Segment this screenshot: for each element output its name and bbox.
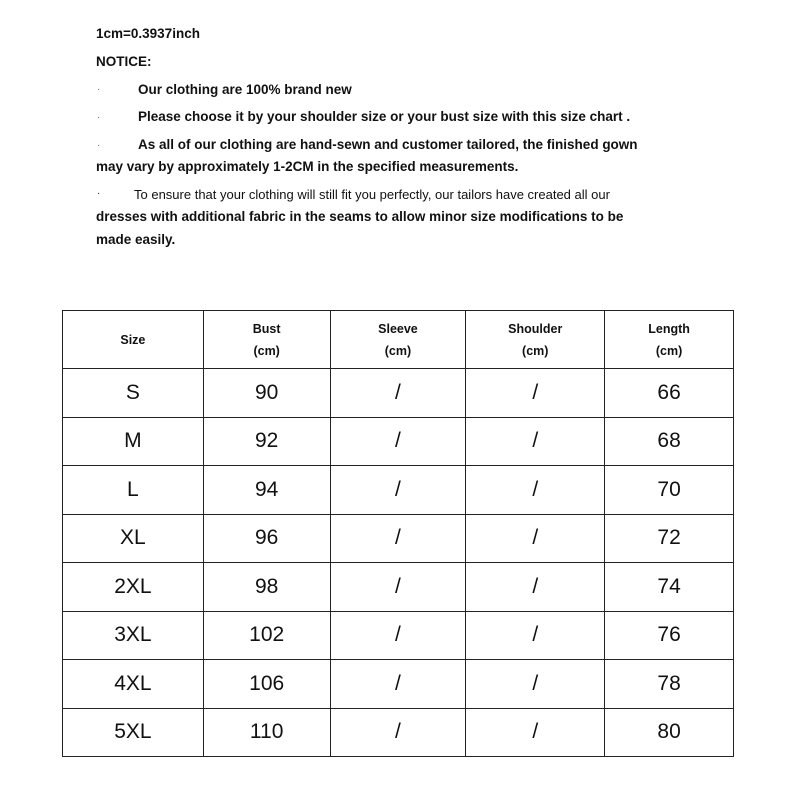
header-label: Shoulder	[508, 321, 563, 336]
header-label: Length	[648, 321, 690, 336]
table-cell: 98	[203, 563, 330, 612]
notice-1: Our clothing are 100% brand new	[138, 82, 352, 97]
table-cell: 5XL	[63, 708, 204, 757]
table-cell: 2XL	[63, 563, 204, 612]
header-unit: (cm)	[384, 343, 412, 358]
table-cell: /	[330, 466, 466, 515]
table-cell: XL	[63, 514, 204, 563]
header-label: Size	[120, 332, 146, 347]
header-unit: (cm)	[253, 343, 280, 358]
column-header-size	[63, 311, 204, 369]
table-row	[63, 369, 734, 418]
header-label: Bust	[252, 321, 281, 336]
table-cell: /	[466, 417, 605, 466]
table-row	[63, 708, 734, 757]
table-cell: /	[330, 417, 466, 466]
table-cell: 94	[203, 466, 330, 515]
header-label: Sleeve	[378, 321, 418, 336]
bullet: ·	[97, 112, 101, 123]
notice-3: As all of our clothing are hand-sewn and customer tailored, the finished gown	[138, 137, 638, 152]
table-cell: /	[330, 563, 466, 612]
table-cell: /	[330, 611, 466, 660]
size-chart-table	[62, 310, 734, 757]
table-cell: /	[466, 514, 605, 563]
notice-3-cont: may vary by approximately 1-2CM in the specified measurements.	[96, 159, 519, 174]
table-cell: /	[466, 369, 605, 418]
table-cell: 70	[605, 466, 734, 515]
table-cell: /	[330, 514, 466, 563]
column-header-sleeve	[330, 311, 466, 369]
bullet: ·	[97, 140, 101, 151]
table-cell: M	[63, 417, 204, 466]
table-row	[63, 611, 734, 660]
table-row	[63, 417, 734, 466]
bullet: ·	[97, 188, 101, 199]
table-cell: 76	[605, 611, 734, 660]
table-cell: /	[466, 563, 605, 612]
column-header-bust	[203, 311, 330, 369]
conversion-note: 1cm=0.3937inch	[96, 26, 200, 41]
bullet: ·	[97, 84, 101, 95]
column-header-shoulder	[466, 311, 605, 369]
table-cell: 72	[605, 514, 734, 563]
table-cell: /	[466, 660, 605, 709]
table-cell: /	[330, 369, 466, 418]
table-cell: 66	[605, 369, 734, 418]
table-row	[63, 563, 734, 612]
table-cell: 102	[203, 611, 330, 660]
table-cell: /	[466, 466, 605, 515]
notice-4: To ensure that your clothing will still fit you perfectly, our tailors have created all our	[134, 187, 610, 202]
table-cell: 78	[605, 660, 734, 709]
table-cell: 96	[203, 514, 330, 563]
notice-4-cont: dresses with additional fabric in the seams to allow minor size modifications to be	[96, 209, 624, 224]
table-cell: 80	[605, 708, 734, 757]
table-cell: /	[330, 708, 466, 757]
table-cell: /	[466, 611, 605, 660]
header-unit: (cm)	[522, 343, 549, 358]
table-cell: 106	[203, 660, 330, 709]
table-cell: 68	[605, 417, 734, 466]
table-cell: 110	[203, 708, 330, 757]
table-cell: L	[63, 466, 204, 515]
notice-4-end: made easily.	[96, 232, 176, 247]
table-cell: 90	[203, 369, 330, 418]
header-unit: (cm)	[655, 343, 683, 358]
table-cell: 3XL	[63, 611, 204, 660]
table-row	[63, 660, 734, 709]
table-cell: /	[466, 708, 605, 757]
table-cell: S	[63, 369, 204, 418]
table-cell: /	[330, 660, 466, 709]
table-cell: 74	[605, 563, 734, 612]
table-cell: 4XL	[63, 660, 204, 709]
notice-2: Please choose it by your shoulder size or your bust size with this size chart .	[138, 109, 631, 124]
table-cell: 92	[203, 417, 330, 466]
table-row	[63, 466, 734, 515]
table-row	[63, 514, 734, 563]
column-header-length	[605, 311, 734, 369]
notice-title: NOTICE:	[96, 54, 152, 69]
table-header-row	[63, 311, 734, 369]
